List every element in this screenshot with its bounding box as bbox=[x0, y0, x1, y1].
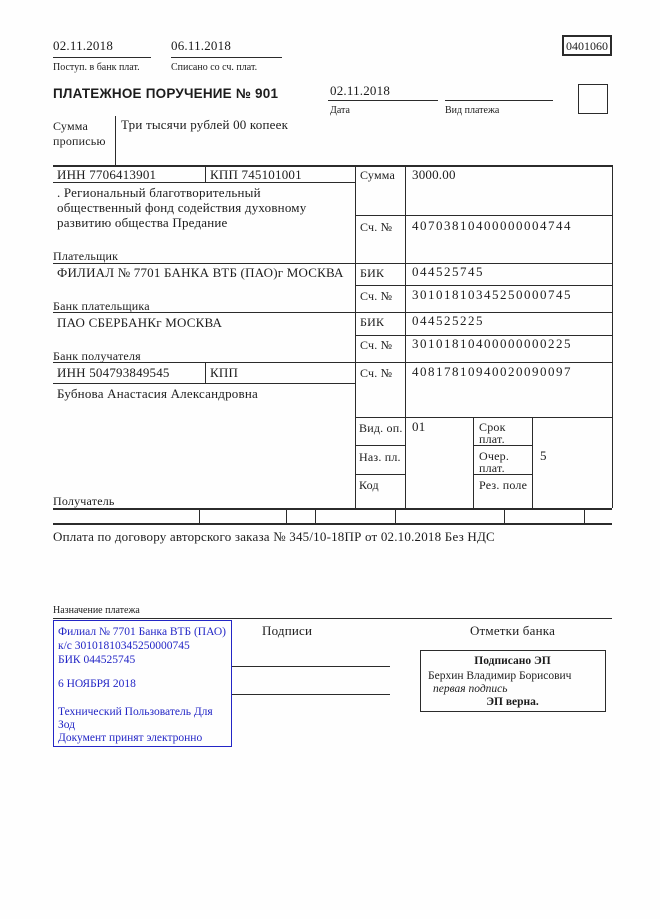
received-label: Поступ. в банк плат. bbox=[53, 62, 140, 73]
stamp-valid-label: ЭП верна. bbox=[486, 696, 539, 708]
order-label-1: Очер. bbox=[479, 449, 510, 463]
fields-row-divider bbox=[286, 508, 287, 523]
payer-bank-bik: 044525745 bbox=[412, 264, 484, 279]
order-label-2: плат. bbox=[479, 461, 505, 475]
due-label-1: Срок bbox=[479, 420, 506, 434]
payee-kpp: КПП bbox=[210, 365, 239, 380]
payee-account-label: Сч. № bbox=[360, 366, 393, 380]
form-code: 0401060 bbox=[566, 39, 608, 53]
date-label: Дата bbox=[330, 105, 350, 116]
payer-account-label: Сч. № bbox=[360, 220, 393, 234]
amount-in-words: Три тысячи рублей 00 копеек bbox=[121, 117, 289, 132]
debited-date-underline bbox=[171, 57, 282, 58]
form-code-box bbox=[562, 35, 612, 56]
inn-row-line bbox=[53, 182, 355, 183]
payment-kind-box bbox=[578, 84, 608, 114]
inn2-row-line bbox=[53, 383, 355, 384]
bank-note-line1: Филиал № 7701 Банка ВТБ (ПАО) bbox=[58, 626, 226, 638]
op-kind-value: 01 bbox=[412, 419, 426, 434]
received-date-underline bbox=[53, 57, 151, 58]
payer-inn: ИНН 7706413901 bbox=[57, 167, 157, 182]
payment-purpose-section-label: Назначение платежа bbox=[53, 605, 140, 616]
inn2-kpp-divider bbox=[205, 362, 206, 383]
purpose-code-label: Наз. пл. bbox=[359, 450, 401, 464]
payer-section-label: Плательщик bbox=[53, 249, 119, 263]
sum-label: Сумма bbox=[360, 168, 395, 182]
bank-electronic-note-box bbox=[53, 620, 232, 747]
signatures-label: Подписи bbox=[262, 623, 313, 638]
fields-row-bottom-line bbox=[53, 523, 612, 525]
nazpl-row-line bbox=[355, 474, 405, 475]
bik1-row-line bbox=[355, 285, 612, 286]
payee-section-line bbox=[53, 508, 612, 510]
amount-words-divider bbox=[115, 116, 116, 166]
bank-note-line3: БИК 044525745 bbox=[58, 654, 136, 666]
payment-kind-label: Вид платежа bbox=[445, 105, 500, 116]
label-column-divider bbox=[405, 165, 406, 508]
stamp-signed-label: Подписано ЭП bbox=[474, 655, 551, 667]
payer-bank-bik-label: БИК bbox=[360, 266, 385, 280]
order-value: 5 bbox=[540, 448, 547, 463]
opkind-value-divider bbox=[473, 417, 474, 508]
payer-bank-account: 30101810345250000745 bbox=[412, 287, 572, 302]
table-main-divider bbox=[355, 165, 356, 508]
payer-kpp: КПП 745101001 bbox=[210, 167, 302, 182]
payer-bank-account-label: Сч. № bbox=[360, 289, 393, 303]
payee-bank-section-label: Банк получателя bbox=[53, 349, 141, 363]
payer-name-line3: развитию общества Предание bbox=[57, 215, 228, 230]
payee-bank-bik: 044525225 bbox=[412, 313, 484, 328]
payer-bank-name: ФИЛИАЛ № 7701 БАНКА ВТБ (ПАО)г МОСКВА bbox=[57, 265, 344, 280]
payer-bank-section-label: Банк плательщика bbox=[53, 299, 150, 313]
date-underline bbox=[328, 100, 438, 101]
signature-line-1 bbox=[232, 666, 390, 667]
debited-label: Списано со сч. плат. bbox=[171, 62, 258, 73]
table-right-edge bbox=[612, 165, 613, 508]
fields-row-divider bbox=[315, 508, 316, 523]
reserve-field-label: Рез. поле bbox=[479, 478, 528, 492]
opkind-table-top-line bbox=[355, 417, 612, 418]
sum-row-line bbox=[355, 215, 612, 216]
payer-name-line1: . Региональный благотворительный bbox=[57, 185, 261, 200]
payee-bank-name: ПАО СБЕРБАНКг МОСКВА bbox=[57, 315, 223, 330]
fields-row-divider bbox=[504, 508, 505, 523]
payee-section-label: Получатель bbox=[53, 494, 115, 508]
opkind-row-line bbox=[355, 445, 405, 446]
bank-marks-label: Отметки банка bbox=[469, 623, 556, 638]
payee-bank-bik-label: БИК bbox=[360, 315, 385, 329]
stamp-signer-name: Берхин Владимир Борисович bbox=[428, 670, 572, 682]
signature-line-2 bbox=[232, 694, 390, 695]
sum-value: 3000.00 bbox=[412, 167, 456, 182]
fields-row-divider bbox=[395, 508, 396, 523]
purpose-section-line bbox=[53, 618, 612, 619]
payer-section-line bbox=[53, 263, 612, 264]
received-date: 02.11.2018 bbox=[53, 38, 114, 53]
bank-note-line6: Зод bbox=[58, 719, 76, 731]
debited-date: 06.11.2018 bbox=[171, 38, 232, 53]
amount-words-label-1: Сумма bbox=[53, 119, 88, 133]
bank-note-line4: 6 НОЯБРЯ 2018 bbox=[58, 678, 136, 690]
fields-row-divider bbox=[199, 508, 200, 523]
fields-row-divider bbox=[584, 508, 585, 523]
document-title: ПЛАТЕЖНОЕ ПОРУЧЕНИЕ № 901 bbox=[53, 86, 279, 101]
bank-note-line7: Документ принят электронно bbox=[58, 732, 203, 744]
payer-account: 40703810400000004744 bbox=[412, 218, 572, 233]
payment-purpose-text: Оплата по договору авторского заказа № 345/10-18ПР от 02.10.2018 Без НДС bbox=[53, 529, 495, 544]
payee-name: Бубнова Анастасия Александровна bbox=[57, 386, 258, 401]
amount-words-label-2: прописью bbox=[53, 134, 106, 148]
inn-kpp-divider bbox=[205, 165, 206, 183]
payment-kind-underline bbox=[445, 100, 553, 101]
code-label: Код bbox=[359, 478, 379, 492]
signature-stamp-box bbox=[420, 650, 606, 712]
stamp-first-signature-label: первая подпись bbox=[433, 683, 508, 695]
op-kind-label: Вид. оп. bbox=[359, 421, 403, 435]
payee-account: 40817810940020090097 bbox=[412, 364, 572, 379]
payee-bank-account-label: Сч. № bbox=[360, 338, 393, 352]
document-date: 02.11.2018 bbox=[330, 83, 391, 98]
bank-note-line5: Технический Пользователь Для bbox=[58, 706, 213, 718]
payer-name-line2: общественный фонд содействия духовному bbox=[57, 200, 307, 215]
order-value-divider bbox=[532, 417, 533, 508]
payee-bank-account: 30101810400000000225 bbox=[412, 336, 572, 351]
bank-note-line2: к/с 30101810345250000745 bbox=[58, 640, 190, 652]
due-label-2: плат. bbox=[479, 432, 505, 446]
payee-inn: ИНН 504793849545 bbox=[57, 365, 170, 380]
